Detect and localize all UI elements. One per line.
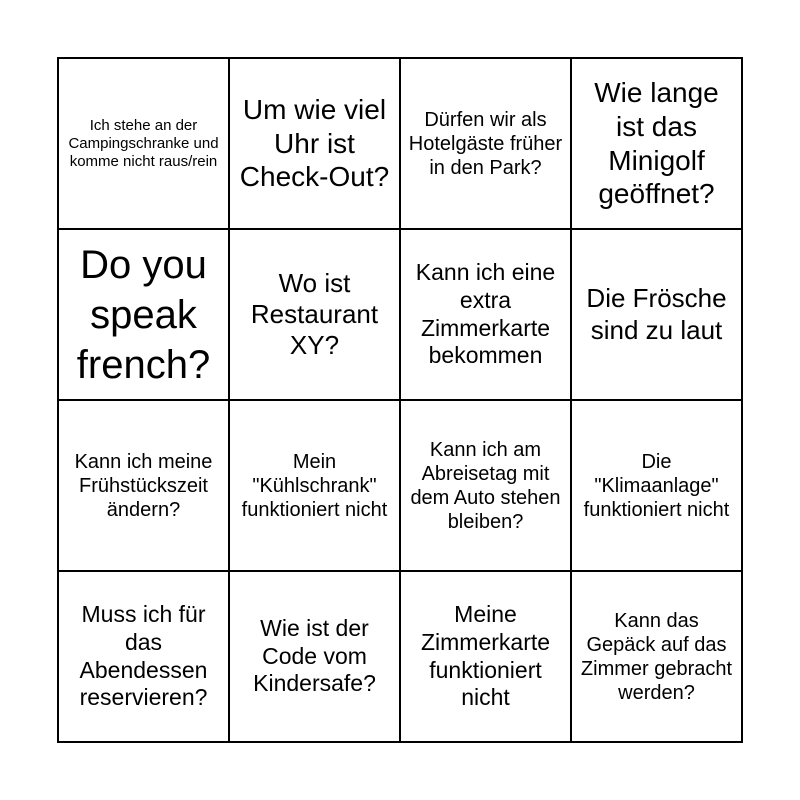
bingo-cell[interactable] <box>58 571 229 742</box>
cell-text: Kann das Gepäck auf das Zimmer gebracht werden? <box>580 609 733 704</box>
bingo-cell[interactable] <box>58 229 229 400</box>
cell-text: Kann ich meine Frühstückszeit ändern? <box>74 450 213 521</box>
cell-text: Wie lange ist das Minigolf geöffnet? <box>594 77 719 210</box>
bingo-cell[interactable] <box>571 571 742 742</box>
cell-text: Kann ich am Abreisetag mit dem Auto stehen bleiben? <box>410 438 561 533</box>
bingo-cell[interactable] <box>58 400 229 571</box>
cell-text: Die "Klimaanlage" funktioniert nicht <box>583 450 730 521</box>
bingo-cell[interactable] <box>229 58 400 229</box>
bingo-cell[interactable] <box>58 58 229 229</box>
cell-text: Wo ist Restaurant XY? <box>250 267 379 361</box>
bingo-cell[interactable] <box>400 229 571 400</box>
bingo-cell[interactable] <box>400 571 571 742</box>
cell-text: Mein "Kühlschrank" funktioniert nicht <box>241 450 388 521</box>
cell-text: Um wie viel Uhr ist Check-Out? <box>239 94 390 193</box>
bingo-cell[interactable] <box>571 229 742 400</box>
cell-text: Die Frösche sind zu laut <box>586 283 727 345</box>
cell-text: Muss ich für das Abendessen reservieren? <box>79 601 208 711</box>
bingo-board <box>57 57 743 743</box>
bingo-cell[interactable] <box>229 400 400 571</box>
bingo-cell[interactable] <box>229 571 400 742</box>
cell-text: Meine Zimmerkarte funktioniert nicht <box>420 601 551 711</box>
bingo-cell[interactable] <box>571 400 742 571</box>
cell-text: Dürfen wir als Hotelgäste früher in den Park? <box>408 108 563 179</box>
bingo-cell[interactable] <box>400 400 571 571</box>
cell-text: Kann ich eine extra Zimmerkarte bekommen <box>415 259 556 369</box>
bingo-cell[interactable] <box>400 58 571 229</box>
cell-text: Do you speak french? <box>76 242 211 387</box>
cell-text: Ich stehe an der Campingschranke und komme nicht raus/rein <box>68 116 219 170</box>
cell-text: Wie ist der Code vom Kindersafe? <box>253 615 376 697</box>
bingo-cell[interactable] <box>229 229 400 400</box>
bingo-cell[interactable] <box>571 58 742 229</box>
